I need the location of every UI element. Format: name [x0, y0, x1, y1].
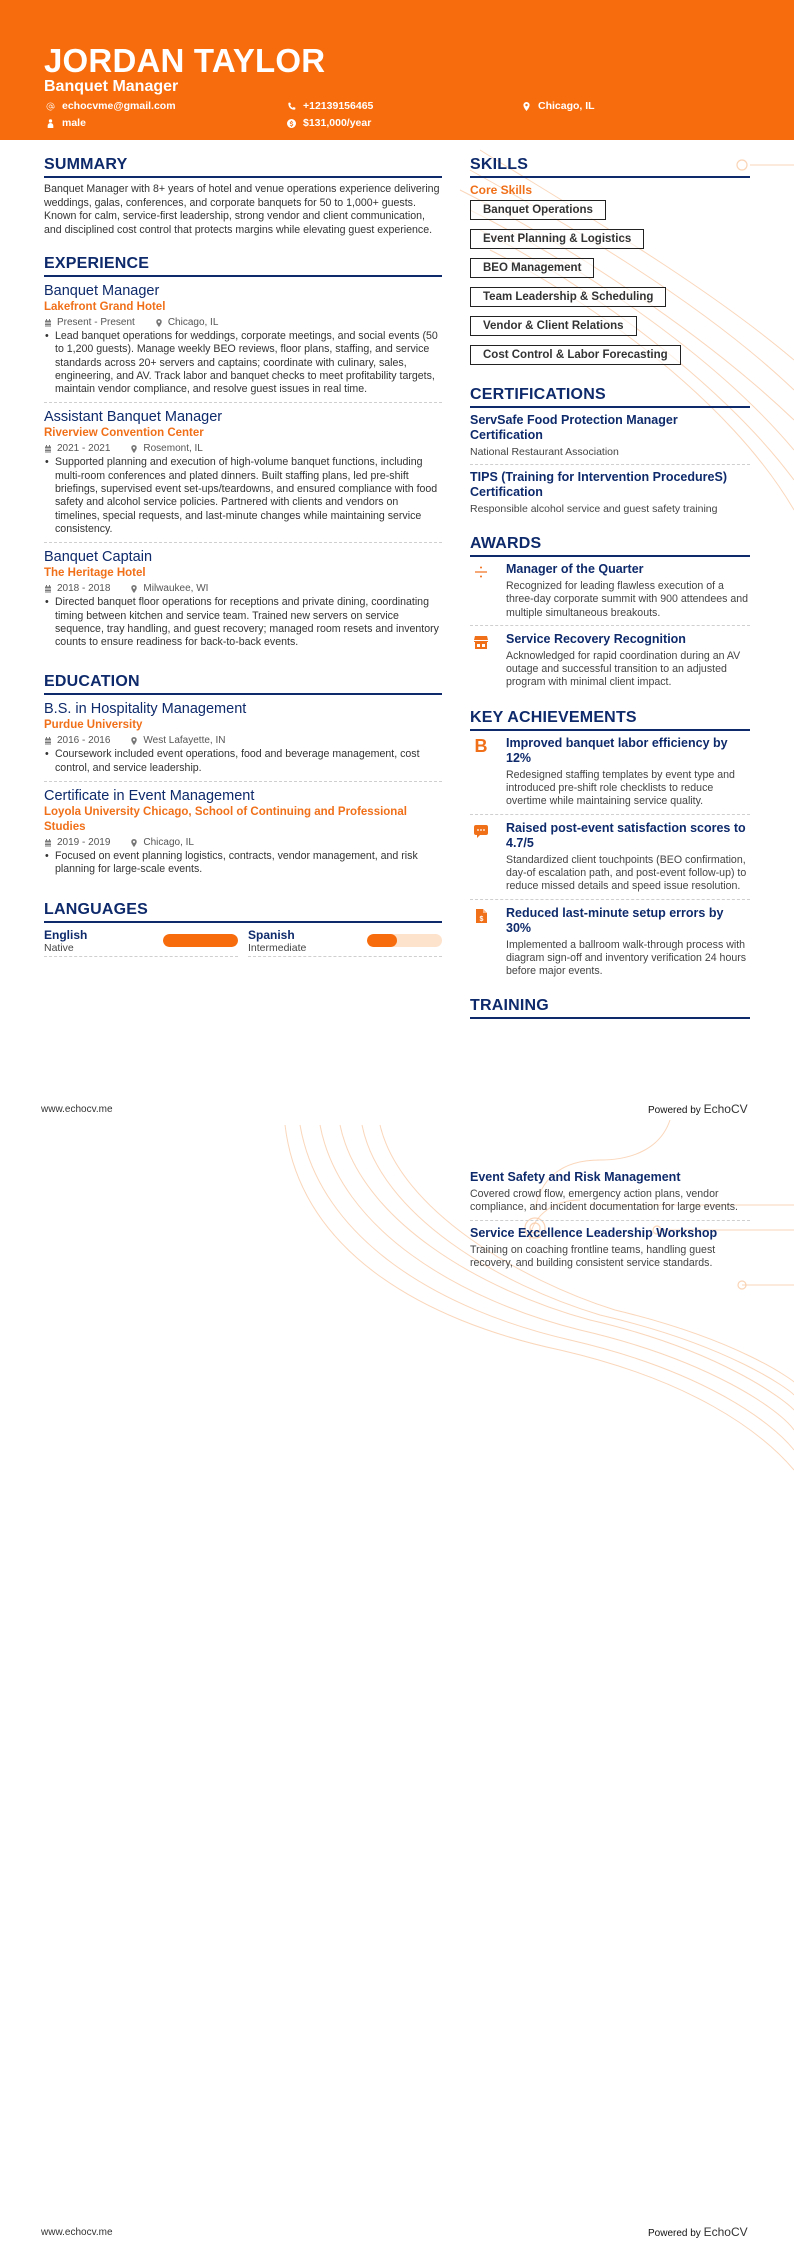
language-level: Native — [44, 941, 74, 954]
award-description: Recognized for leading flawless execution of a three-day corporate summit with 900 attendees and multiple simultaneous breakouts. — [506, 580, 749, 619]
language-item — [44, 928, 238, 957]
svg-text:$: $ — [479, 915, 484, 923]
contact-location — [522, 100, 595, 112]
certification-issuer: Responsible alcohol service and guest safety training — [470, 503, 718, 515]
school: Loyola University Chicago, School of Continuing and Professional Studies — [44, 806, 407, 834]
dollar-icon — [287, 119, 296, 128]
powered-by-brand: EchoCV — [703, 2225, 748, 2239]
achievement-title: Raised post-event satisfaction scores to 4.7/5 — [506, 820, 746, 850]
footer-powered-by[interactable] — [648, 1102, 748, 1116]
education-item — [44, 700, 442, 782]
awards-section — [470, 535, 750, 695]
calendar-icon — [44, 445, 52, 453]
achievement-item — [470, 736, 750, 815]
skills-section — [470, 156, 750, 374]
training-title: Event Safety and Risk Management — [470, 1170, 681, 1184]
skill-tag: Banquet Operations — [470, 200, 606, 220]
experience-item — [44, 408, 442, 543]
achievement-title: Reduced last-minute setup errors by 30% — [506, 905, 724, 935]
section-title-languages: LANGUAGES — [44, 901, 442, 923]
skill-tag: Team Leadership & Scheduling — [470, 287, 666, 307]
section-title-summary: SUMMARY — [44, 156, 442, 178]
footer-url[interactable]: www.echocv.me — [41, 1104, 113, 1115]
employer: The Heritage Hotel — [44, 567, 146, 580]
language-name: English — [44, 927, 88, 942]
award-title: Manager of the Quarter — [506, 562, 644, 576]
at-icon — [46, 102, 55, 111]
section-title-training: TRAINING — [470, 997, 750, 1019]
training-item — [470, 1170, 750, 1221]
training-title: Service Excellence Leadership Workshop — [470, 1225, 718, 1240]
contact-salary-text: $131,000/year — [303, 117, 372, 129]
education-dates: 2016 - 2016 — [57, 735, 111, 747]
experience-item — [44, 548, 442, 655]
degree: B.S. in Hospitality Management — [44, 701, 247, 718]
contact-email[interactable] — [46, 100, 176, 112]
calendar-icon — [44, 839, 52, 847]
language-proficiency-bar — [367, 934, 442, 947]
job-location: Milwaukee, WI — [143, 583, 209, 595]
contact-phone-text: +12139156465 — [303, 100, 374, 112]
skill-tag: Event Planning & Logistics — [470, 229, 644, 249]
education-description: • Focused on event planning logistics, contracts, vendor management, and risk planning for large-scale events. — [44, 850, 442, 877]
achievement-item — [470, 906, 750, 984]
chat-bubble-icon — [473, 823, 489, 839]
bold-b-icon: B — [474, 735, 488, 756]
certification-name: ServSafe Food Protection Manager Certification — [470, 413, 678, 442]
skill-tag: Cost Control & Labor Forecasting — [470, 345, 681, 365]
training-description: Training on coaching frontline teams, handling guest recovery, and building consistent service standards. — [470, 1243, 716, 1269]
achievement-item — [470, 821, 750, 900]
person-icon — [46, 119, 55, 128]
phone-icon — [287, 102, 296, 111]
skill-tag: BEO Management — [470, 258, 594, 278]
job-title: Banquet Captain — [44, 549, 153, 566]
right-column — [470, 156, 750, 1024]
map-pin-icon — [522, 102, 531, 111]
achievement-description: Redesigned staffing templates by event type and introduced pre-shift role checklists to reduce overtime while maintaining service quality. — [506, 768, 735, 808]
experience-item — [44, 282, 442, 403]
employer: Lakefront Grand Hotel — [44, 301, 166, 313]
contact-salary — [287, 117, 371, 129]
achievements-section — [470, 709, 750, 984]
powered-by-prefix: Powered by — [648, 1105, 701, 1116]
section-title-experience: EXPERIENCE — [44, 255, 442, 277]
skill-tag: Vendor & Client Relations — [470, 316, 637, 336]
section-title-achievements: KEY ACHIEVEMENTS — [470, 709, 750, 731]
certification-name: TIPS (Training for Intervention ProcedureS) Certification — [470, 470, 727, 499]
job-location: Chicago, IL — [167, 317, 219, 328]
calendar-icon — [44, 737, 52, 745]
map-pin-icon — [130, 445, 138, 453]
contact-gender — [46, 117, 86, 129]
language-item — [248, 928, 442, 957]
experience-section — [44, 255, 442, 655]
education-meta — [44, 836, 442, 849]
certifications-section — [470, 386, 750, 521]
powered-by-brand: EchoCV — [703, 1102, 748, 1116]
achievement-title: Improved banquet labor efficiency by 12% — [506, 735, 728, 765]
education-section — [44, 673, 442, 882]
education-location: Chicago, IL — [143, 837, 194, 849]
divide-icon — [473, 564, 489, 580]
contact-location-text: Chicago, IL — [538, 100, 595, 112]
job-meta — [44, 582, 442, 595]
candidate-name: JORDAN TAYLOR — [44, 42, 326, 79]
award-item — [470, 562, 750, 626]
candidate-title: Banquet Manager — [44, 78, 179, 95]
job-dates: 2021 - 2021 — [57, 443, 111, 455]
summary-section — [44, 156, 442, 237]
certification-issuer: National Restaurant Association — [470, 446, 619, 458]
degree: Certificate in Event Management — [44, 788, 255, 805]
education-item — [44, 787, 442, 883]
skills-subtitle: Core Skills — [470, 183, 533, 197]
store-icon — [473, 634, 489, 650]
job-description: • Directed banquet floor operations for receptions and private dining, coordinating timing between kitchen and service team. Trained new servers on service sequence, tray handling, and guest recovery; managed room resets and inventory counts to ensure readiness for back-to-back events. — [44, 596, 442, 649]
achievement-description: Implemented a ballroom walk-through process with diagram sign-off and inventory verification 24 hours before major events. — [506, 938, 747, 978]
job-description: • Supported planning and execution of high-volume banquet functions, including multi-room conferences and plated dinners. Built staffing plans, led pre-shift briefings, supervised event set-ups/teardowns, and ensured compliance with food safety and alcohol service policies. Partnered with clients and vendors on timelines, special requests, and last-minute changes while maintaining service consistency. — [44, 456, 442, 536]
languages-section — [44, 901, 442, 957]
certification-item — [470, 413, 750, 465]
training-section — [470, 997, 750, 1019]
achievement-description: Standardized client touchpoints (BEO confirmation, day-of escalation path, and post-event follow-up) to reduce missed details and speed issue resolution. — [506, 853, 747, 893]
job-meta — [44, 316, 442, 329]
award-item — [470, 632, 750, 695]
job-title: Assistant Banquet Manager — [44, 409, 223, 426]
map-pin-icon — [130, 839, 138, 847]
section-title-awards: AWARDS — [470, 535, 750, 557]
map-pin-icon — [155, 319, 163, 327]
education-location: West Lafayette, IN — [143, 735, 226, 747]
invoice-dollar-icon — [473, 908, 489, 924]
award-title: Service Recovery Recognition — [506, 631, 686, 646]
contact-gender-text: male — [62, 117, 86, 129]
employer: Riverview Convention Center — [44, 427, 204, 440]
section-title-skills: SKILLS — [470, 156, 750, 178]
award-description: Acknowledged for rapid coordination during an AV outage and successful transition to an adjusted program with minimal client impact. — [506, 649, 741, 689]
training-list — [470, 1170, 750, 1280]
map-pin-icon — [130, 737, 138, 745]
certification-item — [470, 470, 750, 521]
job-dates: Present - Present — [57, 317, 135, 328]
section-title-education: EDUCATION — [44, 673, 442, 695]
left-column — [44, 156, 442, 975]
job-title: Banquet Manager — [44, 283, 160, 299]
calendar-icon — [44, 319, 52, 327]
school: Purdue University — [44, 719, 143, 732]
summary-text: Banquet Manager with 8+ years of hotel and venue operations experience delivering weddings, galas, conferences, and corporate banquets for 50 to 1,000+ guests. Known for calm, service-first leadership, strong vendor and client communication, and disciplined cost control that protects margins while elevating guest experience. — [44, 183, 440, 236]
training-description: Covered crowd flow, emergency action plans, vendor compliance, and incident documentation for large events. — [470, 1188, 738, 1214]
job-location: Rosemont, IL — [143, 443, 203, 455]
job-description: • Lead banquet operations for weddings, corporate meetings, and social events (50 to 1,200 guests). Manage weekly BEO reviews, floor plans, staffing, and service standards across 20+ servers and captains; coordinate with culinary, sales, engineering, and AV. Track labor and banquet checks to meet profitability targets, maintain vendor compliance, and resolve guest issues in real time. — [44, 330, 442, 396]
section-title-certifications: CERTIFICATIONS — [470, 386, 750, 408]
language-proficiency-bar — [163, 934, 238, 947]
language-level: Intermediate — [248, 941, 307, 954]
training-item — [470, 1226, 750, 1276]
contact-phone[interactable] — [287, 100, 373, 112]
calendar-icon — [44, 585, 52, 593]
footer-url[interactable]: www.echocv.me — [41, 2227, 113, 2238]
education-meta — [44, 734, 442, 747]
education-description: • Coursework included event operations, food and beverage management, cost control, and service leadership. — [44, 748, 442, 775]
powered-by-prefix: Powered by — [648, 2228, 701, 2239]
resume-header — [0, 0, 794, 140]
education-dates: 2019 - 2019 — [57, 837, 111, 849]
footer-powered-by[interactable] — [648, 2225, 748, 2239]
contact-email-text: echocvme@gmail.com — [62, 100, 176, 112]
job-meta — [44, 442, 442, 455]
job-dates: 2018 - 2018 — [57, 583, 111, 595]
map-pin-icon — [130, 585, 138, 593]
language-name: Spanish — [248, 927, 295, 942]
